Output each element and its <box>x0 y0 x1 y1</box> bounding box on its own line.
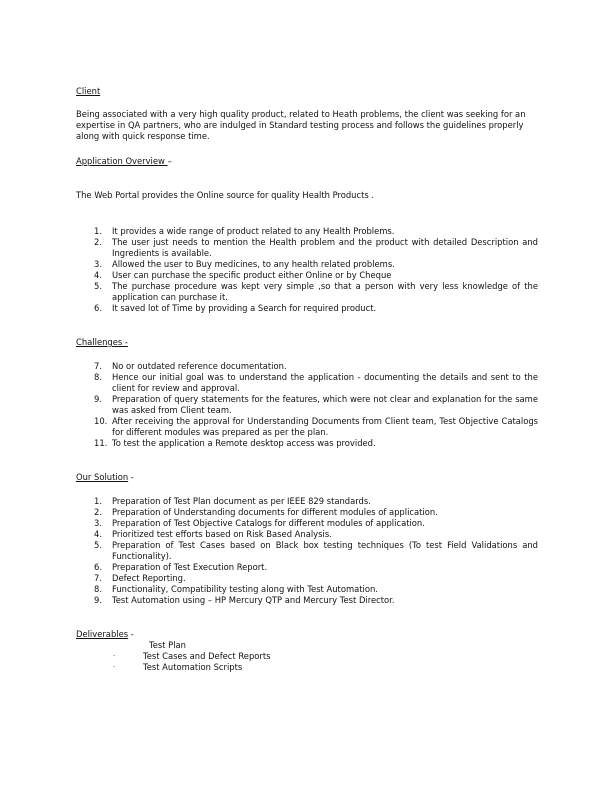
deliverables-heading-suffix: - <box>128 629 134 639</box>
list-item-text: Preparation of Test Objective Catalogs for different modules of application. <box>112 518 425 528</box>
overview-intro: The Web Portal provides the Online source for quality Health Products . <box>76 190 375 200</box>
list-item <box>94 562 538 573</box>
list-item-number: 7. <box>94 361 102 371</box>
list-item-text: It saved lot of Time by providing a Search for required product. <box>112 303 377 313</box>
list-item-number: 1. <box>94 226 102 236</box>
list-item-text: Hence our initial goal was to understand the application - documenting the details and sent to the client for review and approval. <box>112 372 538 393</box>
list-item-number: 8. <box>94 584 102 594</box>
list-item-number: 7. <box>94 573 102 583</box>
list-item <box>94 595 538 606</box>
list-item-text: After receiving the approval for Understanding Documents from Client team, Test Objective Catalogs for different modules was prepared as per the plan. <box>112 416 538 437</box>
list-item <box>94 303 538 314</box>
client-paragraph: Being associated with a very high quality product, related to Heath problems, the client was seeking for an expertise in QA partners, who are indulged in Standard testing process and follows the guidelines properly along with quick response time. <box>76 109 526 141</box>
challenges-list <box>94 361 538 449</box>
deliverable-item <box>113 651 270 662</box>
list-item <box>94 416 538 438</box>
solution-list <box>94 496 538 606</box>
list-item <box>94 540 538 562</box>
list-item-number: 10. <box>94 416 108 426</box>
list-item <box>94 361 538 372</box>
deliverables-list <box>113 640 270 673</box>
list-item-text: Preparation of Test Plan document as per IEEE 829 standards. <box>112 496 371 506</box>
list-item-number: 11. <box>94 438 108 448</box>
deliverable-text: Test Cases and Defect Reports <box>143 651 271 661</box>
list-item <box>94 529 538 540</box>
solution-heading: Our Solution <box>76 472 129 482</box>
list-item-text: Preparation of query statements for the features, which were not clear and explanation for the same was asked from Client team. <box>112 394 538 415</box>
list-item <box>94 281 538 303</box>
list-item-text: Preparation of Test Cases based on Black box testing techniques (To test Field Validations and Functionality). <box>112 540 538 561</box>
overview-heading-suffix: – <box>167 156 172 166</box>
deliverables-heading-row <box>76 629 134 640</box>
list-item <box>94 237 538 259</box>
list-item-text: Allowed the user to Buy medicines, to any health related problems. <box>112 259 395 269</box>
deliverable-text: Test Plan <box>149 640 186 650</box>
bullet-icon: · <box>113 663 116 671</box>
list-item-number: 8. <box>94 372 102 382</box>
list-item-number: 9. <box>94 394 102 404</box>
list-item-number: 2. <box>94 237 102 247</box>
list-item <box>94 259 538 270</box>
list-item-number: 6. <box>94 303 102 313</box>
overview-list <box>94 226 538 314</box>
list-item-number: 1. <box>94 496 102 506</box>
overview-heading-row <box>76 156 172 167</box>
solution-heading-row <box>76 472 134 483</box>
deliverables-heading: Deliverables <box>76 629 129 639</box>
deliverable-text: Test Automation Scripts <box>143 662 243 672</box>
list-item <box>94 270 538 281</box>
list-item-number: 3. <box>94 259 102 269</box>
list-item-text: Prioritized test efforts based on Risk Based Analysis. <box>112 529 332 539</box>
list-item-number: 2. <box>94 507 102 517</box>
list-item-number: 9. <box>94 595 102 605</box>
list-item-text: The purchase procedure was kept very simple ,so that a person with very less knowledge of the application can purchase it. <box>112 281 538 302</box>
bullet-icon: · <box>113 652 116 660</box>
challenges-heading: Challenges - <box>76 337 128 347</box>
list-item-text: User can purchase the specific product either Online or by Cheque <box>112 270 392 280</box>
deliverable-item <box>113 662 270 673</box>
list-item-number: 3. <box>94 518 102 528</box>
list-item-text: Defect Reporting. <box>112 573 186 583</box>
list-item <box>94 507 538 518</box>
list-item-text: Preparation of Test Execution Report. <box>112 562 268 572</box>
list-item <box>94 394 538 416</box>
client-heading: Client <box>76 86 101 96</box>
list-item-text: It provides a wide range of product related to any Health Problems. <box>112 226 395 236</box>
overview-heading: Application Overview <box>76 156 168 166</box>
list-item-text: No or outdated reference documentation. <box>112 361 287 371</box>
deliverable-item <box>113 640 270 651</box>
list-item <box>94 584 538 595</box>
list-item <box>94 518 538 529</box>
list-item <box>94 372 538 394</box>
list-item-number: 4. <box>94 270 102 280</box>
list-item-number: 5. <box>94 540 102 550</box>
list-item-text: Test Automation using – HP Mercury QTP and Mercury Test Director. <box>112 595 395 605</box>
list-item <box>94 438 538 449</box>
list-item <box>94 573 538 584</box>
list-item-text: Preparation of Understanding documents for different modules of application. <box>112 507 438 517</box>
solution-heading-suffix: - <box>128 472 134 482</box>
list-item-text: Functionality, Compatibility testing along with Test Automation. <box>112 584 378 594</box>
list-item <box>94 226 538 237</box>
list-item-number: 4. <box>94 529 102 539</box>
list-item-text: To test the application a Remote desktop access was provided. <box>112 438 376 448</box>
list-item-number: 6. <box>94 562 102 572</box>
list-item-number: 5. <box>94 281 102 291</box>
list-item <box>94 496 538 507</box>
list-item-text: The user just needs to mention the Health problem and the product with detailed Description and Ingredients is available. <box>112 237 538 258</box>
